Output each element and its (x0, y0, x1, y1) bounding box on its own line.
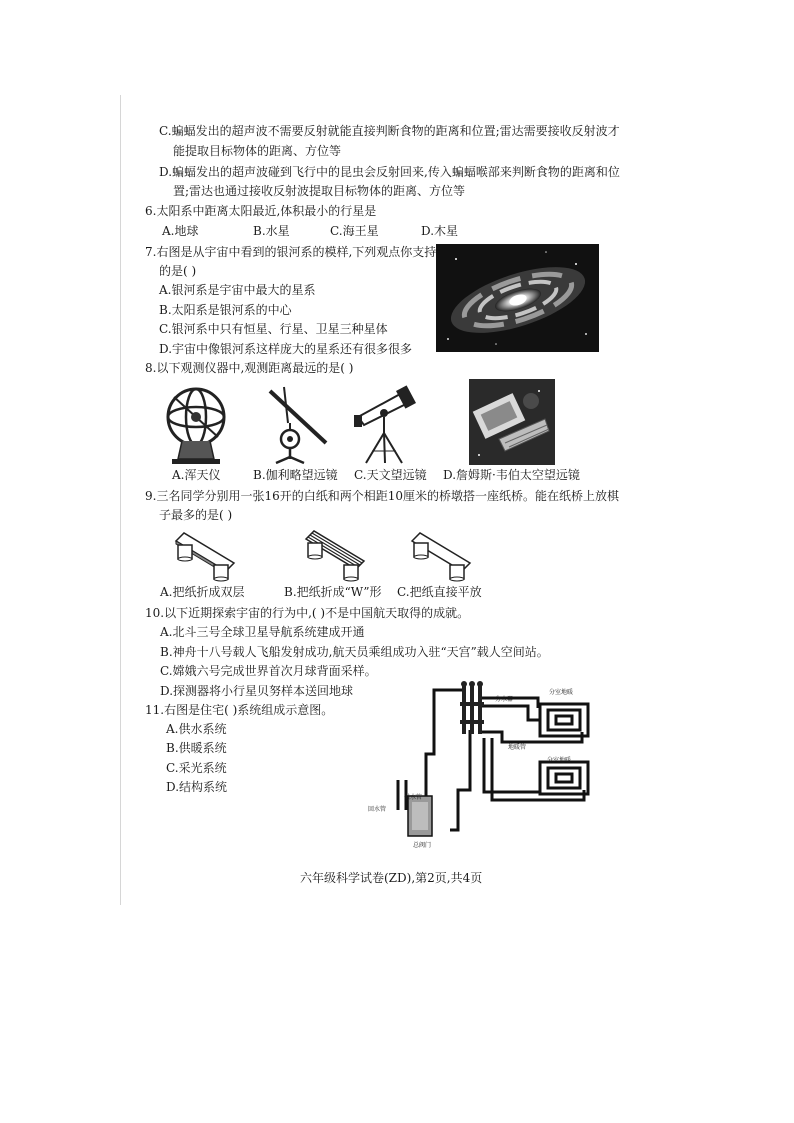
q6-option-d[interactable]: D.木星 (421, 224, 459, 238)
q7-stem-line1: 7.右图是从宇宙中看到的银河系的模样,下列观点你支持 (145, 245, 437, 259)
q5-option-d-line1[interactable]: D.蝙蝠发出的超声波碰到飞行中的昆虫会反射回来,传入蝙蝠喉部来判断食物的距离和位 (159, 165, 620, 179)
q8-caption-c[interactable]: C.天文望远镜 (354, 468, 427, 482)
q9-stem-line1: 9.三名同学分别用一张16开的白纸和两个相距10厘米的桥墩搭一座纸桥。能在纸桥上放棋 (145, 489, 619, 503)
q8-caption-a[interactable]: A.浑天仪 (172, 468, 221, 482)
q9-stem-line2: 子最多的是( ) (159, 508, 233, 522)
james-webb-telescope-image (469, 379, 555, 465)
floor-heating-system-diagram (362, 680, 622, 850)
q7-option-b[interactable]: B.太阳系是银河系的中心 (159, 303, 292, 317)
paper-bridge-double-layer-image (172, 527, 238, 583)
q9-caption-c[interactable]: C.把纸直接平放 (397, 585, 482, 599)
galileo-telescope-image (262, 383, 332, 465)
q8-caption-b[interactable]: B.伽利略望远镜 (253, 468, 338, 482)
q10-option-c[interactable]: C.嫦娥六号完成世界首次月球背面采样。 (160, 664, 377, 678)
milky-way-galaxy-image (436, 244, 599, 352)
label-manifold: 分水器 (495, 696, 514, 703)
q10-option-b[interactable]: B.神舟十八号载人飞船发射成功,航天员乘组成功入驻“天宫”载人空间站。 (160, 645, 549, 659)
q8-caption-d[interactable]: D.詹姆斯·韦伯太空望远镜 (443, 468, 580, 482)
q11-stem: 11.右图是住宅( )系统组成示意图。 (145, 703, 334, 717)
q6-option-a[interactable]: A.地球 (162, 224, 199, 238)
label-room2-floor-heating: 分室地暖 (547, 757, 572, 764)
q8-stem: 8.以下观测仪器中,观测距离最远的是( ) (145, 361, 354, 375)
q7-stem-line2: 的是( ) (159, 264, 197, 278)
q5-option-c-line2: 能提取目标物体的距离、方位等 (173, 144, 342, 158)
q5-option-d-line2: 置;雷达也通过接收反射波提取目标物体的距离、方位等 (173, 184, 466, 198)
label-supply-pipe: 供水管 (404, 794, 423, 801)
paper-bridge-w-shape-image (302, 527, 368, 583)
q9-caption-a[interactable]: A.把纸折成双层 (160, 585, 245, 599)
label-return-pipe: 回水管 (368, 806, 387, 813)
q10-option-a[interactable]: A.北斗三号全球卫星导航系统建成开通 (160, 625, 365, 639)
binding-margin-line (120, 95, 121, 905)
q5-option-c-line1[interactable]: C.蝙蝠发出的超声波不需要反射就能直接判断食物的距离和位置;雷达需要接收反射波才 (159, 124, 620, 138)
q6-option-c[interactable]: C.海王星 (330, 224, 379, 238)
label-main-valve: 总阀门 (413, 842, 432, 849)
paper-bridge-flat-image (408, 527, 474, 583)
label-floor-heating-pipe: 地暖管 (508, 744, 527, 751)
label-room1-floor-heating: 分室地暖 (549, 689, 574, 696)
q7-option-d[interactable]: D.宇宙中像银河系这样庞大的星系还有很多很多 (159, 342, 413, 356)
q10-stem: 10.以下近期探索宇宙的行为中,( )不是中国航天取得的成就。 (145, 606, 470, 620)
q9-caption-b[interactable]: B.把纸折成“W”形 (284, 585, 382, 599)
q11-option-b[interactable]: B.供暖系统 (166, 741, 227, 755)
q7-option-c[interactable]: C.银河系中只有恒星、行星、卫星三种星体 (159, 322, 388, 336)
page-footer: 六年级科学试卷(ZD),第2页,共4页 (300, 871, 483, 885)
q11-option-d[interactable]: D.结构系统 (166, 780, 228, 794)
q10-option-d[interactable]: D.探测器将小行星贝努样本送回地球 (160, 684, 354, 698)
q6-option-b[interactable]: B.水星 (253, 224, 290, 238)
q11-option-c[interactable]: C.采光系统 (166, 761, 227, 775)
astronomical-telescope-image (352, 383, 424, 465)
armillary-sphere-image (160, 383, 232, 465)
q6-stem: 6.太阳系中距离太阳最近,体积最小的行星是 (145, 204, 377, 218)
q11-option-a[interactable]: A.供水系统 (166, 722, 227, 736)
q7-option-a[interactable]: A.银河系是宇宙中最大的星系 (159, 283, 316, 297)
